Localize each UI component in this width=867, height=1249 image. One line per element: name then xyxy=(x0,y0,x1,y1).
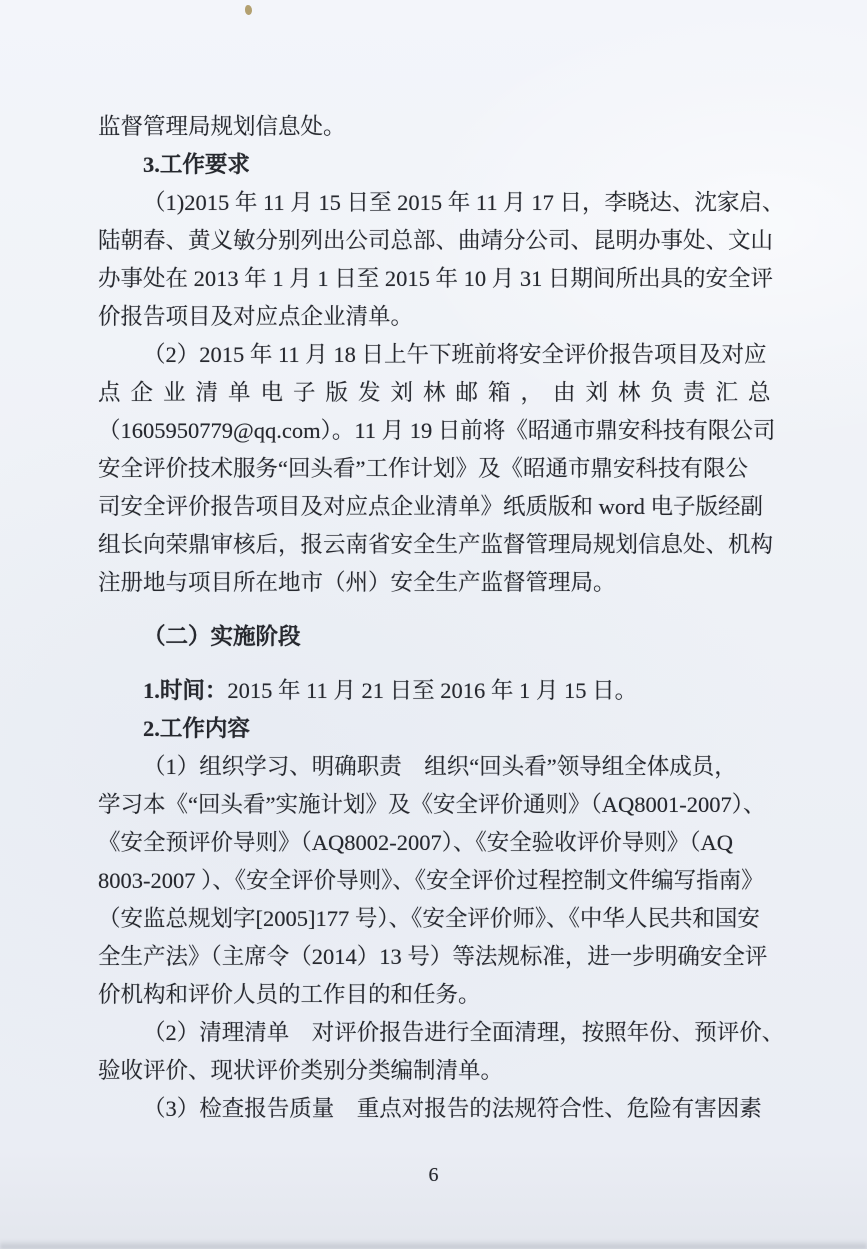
text-line xyxy=(98,412,776,450)
scan-speck xyxy=(245,5,252,15)
line-text: （1）组织学习、明确职责 组织“回头看”领导组全体成员， xyxy=(143,754,737,779)
line-text: （2）2015 年 11 月 18 日上午下班前将安全评价报告项目及对应 xyxy=(143,342,767,367)
text-line xyxy=(98,672,771,710)
text-line xyxy=(98,824,771,862)
line-text: 全生产法》（主席令（2014）13 号）等法规标准，进一步明确安全评 xyxy=(98,944,768,969)
line-text: 司安全评价报告项目及对应点企业清单》纸质版和 word 电子版经副 xyxy=(98,494,763,519)
line-text: （1)2015 年 11 月 15 日至 2015 年 11 月 17 日，李晓达、沈家启、 xyxy=(143,190,785,215)
line-text: 价机构和评价人员的工作目的和任务。 xyxy=(98,982,481,1007)
line-text: 办事处在 2013 年 1 月 1 日至 2015 年 10 月 31 日期间所出具的安全评 xyxy=(98,266,774,291)
text-line xyxy=(98,710,771,748)
text-line xyxy=(98,618,771,656)
line-text: （安监总规划字[2005]177 号）、《安全评价师》、《中华人民共和国安 xyxy=(98,906,760,931)
text-line xyxy=(98,488,771,526)
text-line xyxy=(98,184,785,222)
line-text: 2015 年 11 月 21 日至 2016 年 1 月 15 日。 xyxy=(227,678,638,703)
text-line xyxy=(98,336,771,374)
text-line xyxy=(98,146,771,184)
line-lead: 1.时间： xyxy=(143,678,228,703)
text-line xyxy=(98,374,781,412)
page-number: 6 xyxy=(428,1164,439,1186)
text-line xyxy=(98,450,771,488)
line-text: （二）实施阶段 xyxy=(143,624,301,649)
line-text: （1605950779@qq.com）。11 月 19 日前将《昭通市鼎安科技有限公司 xyxy=(98,418,776,443)
line-text: 2.工作内容 xyxy=(143,716,250,741)
line-text: 8003-2007 ）、《安全评价导则》、《安全评价过程控制文件编写指南》 xyxy=(98,868,764,893)
text-line xyxy=(98,526,774,564)
text-line xyxy=(98,938,771,976)
text-line xyxy=(98,976,771,1014)
text-line xyxy=(98,786,771,824)
line-text: 3.工作要求 xyxy=(143,152,250,177)
line-text: （2）清理清单 对评价报告进行全面清理，按照年份、预评价、 xyxy=(143,1020,785,1045)
line-text: 价报告项目及对应点企业清单。 xyxy=(98,304,414,329)
text-line xyxy=(98,1052,771,1090)
text-line xyxy=(98,298,771,336)
line-text: 监督管理局规划信息处。 xyxy=(98,114,346,139)
line-text: 点企业清单电子版发刘林邮箱，由刘林负责汇总 xyxy=(98,380,781,405)
line-text: 陆朝春、黄义敏分别列出公司总部、曲靖分公司、昆明办事处、文山 xyxy=(98,228,774,253)
text-line xyxy=(98,1090,771,1128)
text-line xyxy=(98,564,771,602)
text-line xyxy=(98,900,771,938)
text-line xyxy=(98,862,771,900)
line-text: 组长向荣鼎审核后，报云南省安全生产监督管理局规划信息处、机构 xyxy=(98,532,774,557)
text-line xyxy=(98,222,774,260)
line-text: 学习本《“回头看”实施计划》及《安全评价通则》（AQ8001-2007）、 xyxy=(98,792,766,817)
document-body xyxy=(98,108,785,1128)
line-text: 安全评价技术服务“回头看”工作计划》及《昭通市鼎安科技有限公 xyxy=(98,456,748,481)
line-text: 验收评价、现状评价类别分类编制清单。 xyxy=(98,1058,504,1083)
text-line xyxy=(98,260,774,298)
line-text: 注册地与项目所在地市（州）安全生产监督管理局。 xyxy=(98,570,616,595)
text-line xyxy=(98,108,771,146)
text-line xyxy=(98,748,771,786)
line-text: （3）检查报告质量 重点对报告的法规符合性、危险有害因素 xyxy=(143,1096,762,1121)
text-line xyxy=(98,1014,785,1052)
line-text: 《安全预评价导则》（AQ8002-2007）、《安全验收评价导则》（AQ xyxy=(98,830,733,855)
